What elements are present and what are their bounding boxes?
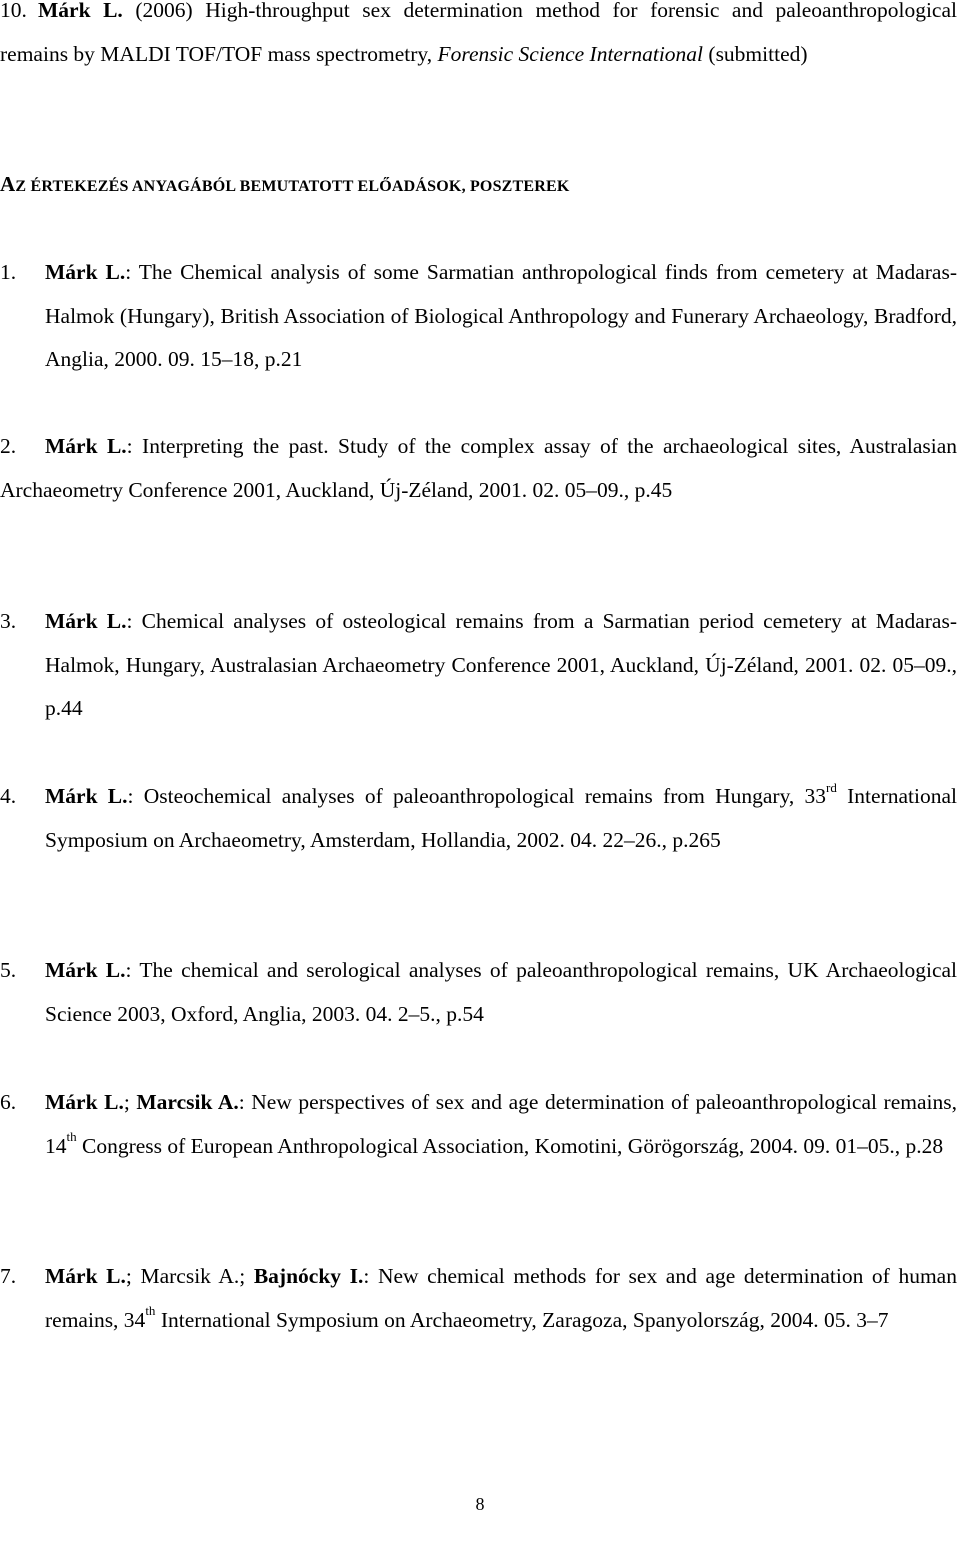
entry-author: Márk L.	[45, 958, 126, 982]
entry-body	[45, 600, 957, 731]
entry-author: Márk L.	[45, 434, 127, 458]
entry-author: Márk L.	[45, 609, 127, 633]
entry-number: 3.	[0, 609, 17, 633]
presentation-entry-1	[0, 251, 957, 382]
entry-body	[45, 1081, 957, 1168]
entry-body	[0, 425, 957, 512]
entry-text-end: (submitted)	[703, 41, 808, 66]
entry-author: Márk L.	[45, 1090, 124, 1114]
entry-text-end: Congress of European Anthropological Association, Komotini, Görögország, 2004. 09. 01–05., p.28	[76, 1133, 944, 1158]
presentation-entry-3	[0, 600, 957, 731]
entry-text-end: International Symposium on Archaeometry, Amsterdam, Hollandia, 2002. 04. 22–26., p.265	[45, 784, 957, 852]
presentation-entry-2	[0, 425, 957, 512]
entry-text: : The chemical and serological analyses of paleoanthropological remains, UK Archaeological Science 2003, Oxford, Anglia, 2003. 04. 2–5., p.54	[45, 958, 957, 1026]
entry-number: 6.	[0, 1090, 17, 1114]
publication-entry-10	[0, 0, 957, 76]
entry-text: (2006) High-throughput sex determination method for forensic and paleoanthropological remains by MALDI TOF/TOF mass spectrometry,	[0, 0, 957, 66]
ordinal-suffix: th	[66, 1129, 77, 1145]
entry-body	[45, 251, 957, 382]
entry-number: 1.	[0, 260, 17, 284]
entry-body	[0, 0, 957, 76]
entry-body	[45, 775, 957, 862]
entry-number: 7.	[0, 1264, 17, 1288]
entry-author: Márk L.	[45, 1264, 126, 1288]
entry-author: Márk L.	[38, 0, 123, 22]
entry-number: 10.	[0, 0, 27, 22]
coauthor-separator: ;	[123, 1090, 137, 1114]
entry-number: 5.	[0, 958, 17, 982]
entry-coauthor: Marcsik A.	[136, 1090, 239, 1114]
section-heading-rest: Z ÉRTEKEZÉS ANYAGÁBÓL BEMUTATOTT ELŐADÁSOK, POSZTEREK	[15, 178, 570, 195]
presentation-entry-7	[0, 1255, 957, 1342]
coauthor-separator: ; Marcsik A.;	[125, 1264, 254, 1288]
entry-number: 4.	[0, 784, 17, 808]
ordinal-suffix: th	[145, 1303, 156, 1319]
entry-coauthor: Bajnócky I.	[253, 1264, 364, 1288]
entry-body	[45, 949, 957, 1036]
section-heading-initial: A	[0, 172, 16, 196]
entry-text: : The Chemical analysis of some Sarmatian anthropological finds from cemetery at Madaras-Halmok (Hungary), British Association of Biological Anthropology and Funerary Archaeology, Bradford, Anglia, 2000. 09. 15–18, p.21	[45, 260, 957, 371]
entry-text: : Chemical analyses of osteological remains from a Sarmatian period cemetery at Madaras-Halmok, Hungary, Australasian Archaeometry Conference 2001, Auckland, Új-Zéland, 2001. 02. 05–09., p.44	[45, 609, 957, 720]
entry-author: Márk L.	[45, 260, 126, 284]
entry-number: 2.	[0, 434, 17, 458]
entry-text: : New perspectives of sex and age determination of paleoanthropological remains, 14	[45, 1090, 957, 1158]
entry-body	[45, 1255, 957, 1342]
entry-text-end: International Symposium on Archaeometry, Zaragoza, Spanyolország, 2004. 05. 3–7	[155, 1307, 889, 1332]
entry-text: : Osteochemical analyses of paleoanthropological remains from Hungary, 33	[127, 784, 827, 808]
ordinal-suffix: rd	[826, 779, 837, 795]
entry-text: : Interpreting the past. Study of the complex assay of the archaeological sites, Australasian Archaeometry Conference 2001, Auckland, Új-Zéland, 2001. 02. 05–09., p.45	[0, 434, 957, 502]
entry-journal: Forensic Science International	[437, 41, 704, 66]
section-heading	[0, 172, 570, 197]
entry-text: : New chemical methods for sex and age determination of human remains, 34	[45, 1264, 957, 1332]
presentation-entry-5	[0, 949, 957, 1036]
presentation-entry-6	[0, 1081, 957, 1168]
entry-author: Márk L.	[45, 784, 128, 808]
presentation-entry-4	[0, 775, 957, 862]
page-number: 8	[475, 1494, 485, 1514]
